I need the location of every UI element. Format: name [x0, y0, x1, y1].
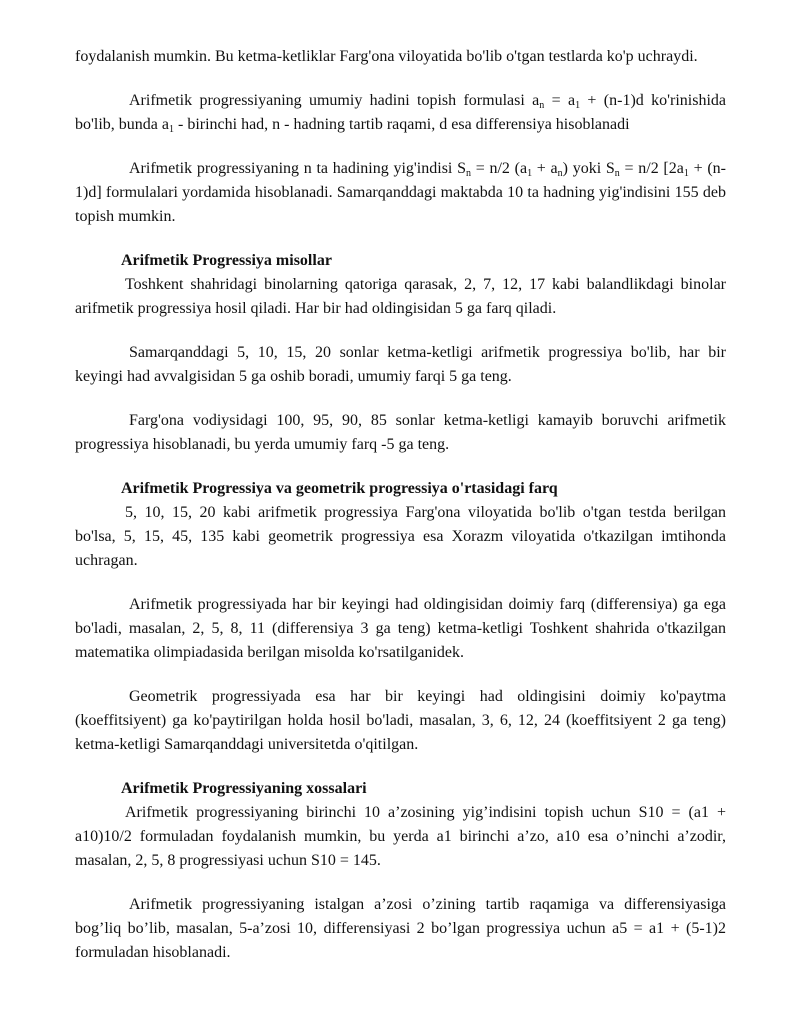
- section-heading-properties: Arifmetik Progressiyaning xossalari: [121, 780, 367, 797]
- paragraph-continuation: foydalanish mumkin. Bu ketma-ketliklar Farg'ona viloyatida bo'lib o'tgan testlarda ko'p uchraydi.: [75, 48, 698, 65]
- paragraph-geom-constant-ratio: Geometrik progressiyada esa har bir keyingi had oldingisini doimiy ko'paytma (koeffitsiyent) ga ko'paytirilgan holda hosil bo'ladi, masalan, 3, 6, 12, 24 (koeffitsiyent 2 ga teng) ketma-ketligi Samarqanddagi universitetda o'qitilgan.: [75, 688, 726, 753]
- paragraph-example-fergana: Farg'ona vodiysidagi 100, 95, 90, 85 sonlar ketma-ketligi kamayib boruvchi arifmetik progressiya hisoblanadi, bu yerda umumiy farq -5 ga teng.: [75, 412, 726, 453]
- paragraph-general-term-formula: Arifmetik progressiyaning umumiy hadini topish formulasi $a_n = a_1 + (n-1)d$ ko'rinishida bo'lib, bunda $a_1$ - birinchi had, n - hadning tartib raqami, d esa differensiya hisoblanadi: [75, 92, 727, 135]
- paragraph-example-samarkand: Samarqanddagi 5, 10, 15, 20 sonlar ketma-ketligi arifmetik progressiya bo'lib, har bir keyingi had avvalgisidan 5 ga oshib boradi, umumiy farqi 5 ga teng.: [75, 344, 726, 385]
- section-heading-difference: Arifmetik Progressiya va geometrik progressiya o'rtasidagi farq: [121, 480, 558, 497]
- paragraph-property-sum: Arifmetik progressiyaning birinchi 10 a’zosining yig’indisini topish uchun S10 = (a1 + a10)10/2 formuladan foydalanish mumkin, bu yerda a1 birinchi a’zo, a10 esa o’ninchi a’zodir, masalan, 2, 5, 8 progressiyasi uchun S10 = 145.: [75, 804, 726, 869]
- paragraph-property-nth-term: Arifmetik progressiyaning istalgan a’zosi o’zining tartib raqamiga va differensiyasiga bog’liq bo’lib, masalan, 5-a’zosi 10, differensiyasi 2 bo’lgan progressiya uchun a5 = a1 + (5-1)2 formuladan hisoblanadi.: [75, 896, 726, 961]
- paragraph-sum-formula: Arifmetik progressiyaning n ta hadining yig'indisi $S_n = n/2$ $(a_1 + a_n)$ yoki $S_n = n/2$ $[2a_1 + (n-1)d]$ formulalari yordamida hisoblanadi. Samarqanddagi maktabda 10 ta hadning yig'indisini 155 deb topish mumkin.: [75, 160, 726, 225]
- paragraph-arith-vs-geom: 5, 10, 15, 20 kabi arifmetik progressiya Farg'ona viloyatida bo'lib o'tgan testda berilgan bo'lsa, 5, 15, 45, 135 kabi geometrik progressiya esa Xorazm viloyatida o'tkazilgan imtihonda uchragan.: [75, 504, 726, 569]
- paragraph-example-buildings: Toshkent shahridagi binolarning qatoriga qarasak, 2, 7, 12, 17 kabi balandlikdagi binolar arifmetik progressiya hosil qiladi. Har bir had oldingisidan 5 ga farq qiladi.: [75, 276, 726, 317]
- paragraph-arith-constant-difference: Arifmetik progressiyada har bir keyingi had oldingisidan doimiy farq (differensiya) ga ega bo'ladi, masalan, 2, 5, 8, 11 (differensiya 3 ga teng) ketma-ketligi Toshkent shahrida o'tkazilgan matematika olimpiadasida berilgan misolda ko'rsatilganidek.: [75, 596, 726, 661]
- document-page: [75, 45, 726, 965]
- section-heading-examples: Arifmetik Progressiya misollar: [121, 252, 332, 269]
